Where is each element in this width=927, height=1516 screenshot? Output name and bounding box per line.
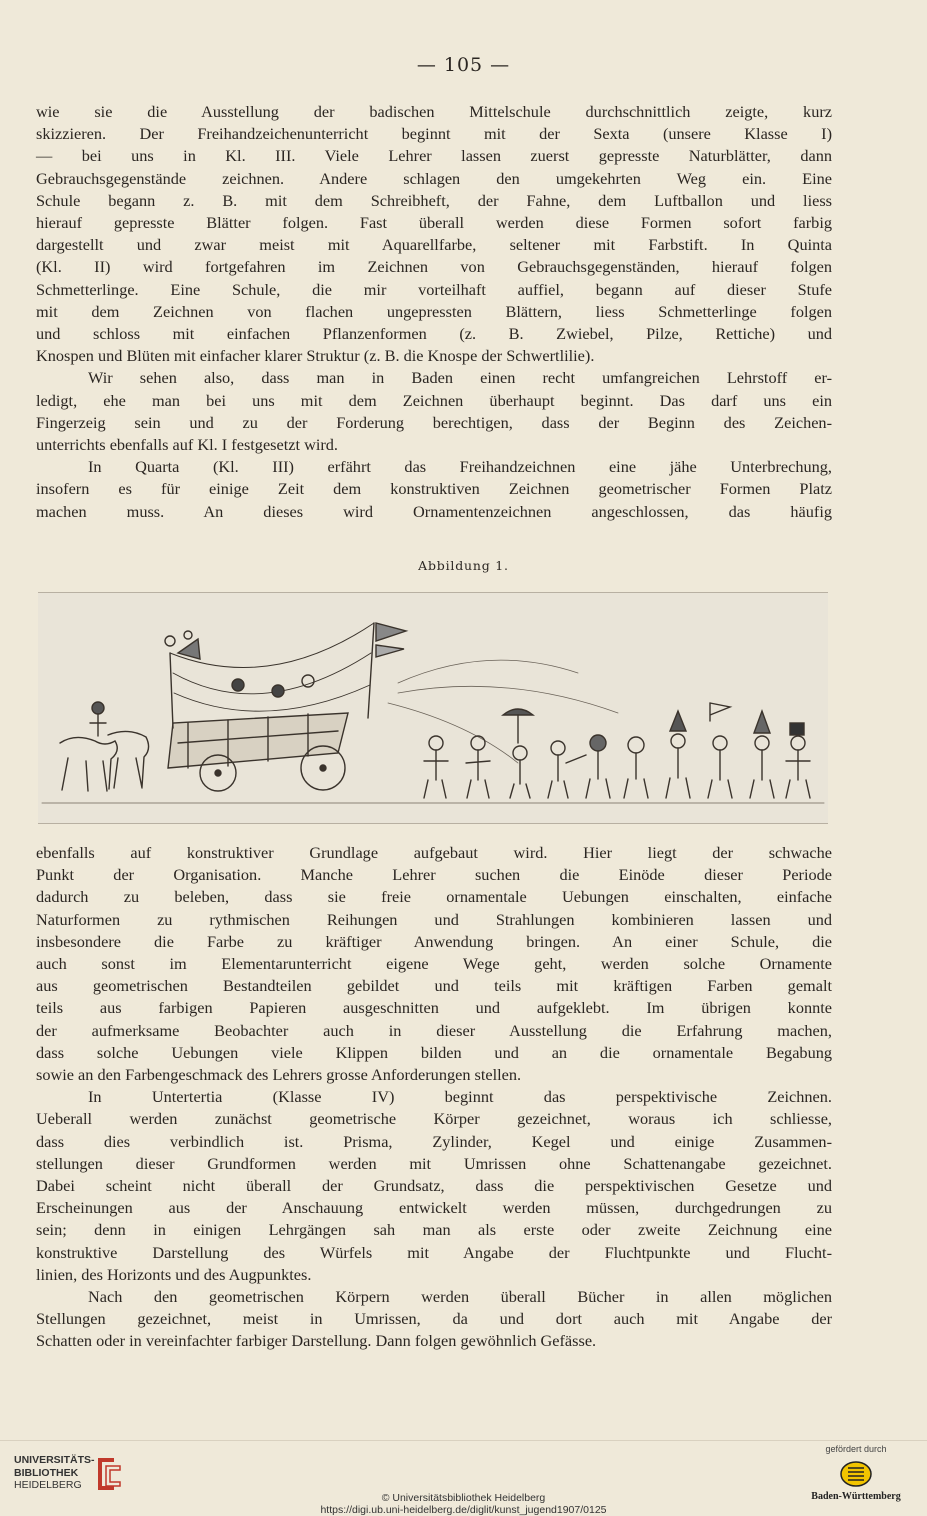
page-number: — 105 — xyxy=(416,54,511,76)
text-line: Stellungen gezeichnet, meist in Umrissen, da und dort auch mit Angabe der xyxy=(36,1309,832,1329)
footer-divider xyxy=(0,1440,927,1441)
text-line: und schloss mit einfachen Pflanzenformen (z. B. Zwiebel, Pilze, Rettiche) und xyxy=(36,324,832,344)
text-line: teils aus farbigen Papieren ausgeschnitten und aufgeklebt. Im übrigen konnte xyxy=(36,998,832,1018)
text-line: dass dies verbindlich ist. Prisma, Zylinder, Kegel und einige Zusammen- xyxy=(36,1131,832,1151)
text-line: der aufmerksame Beobachter auch in dieser Ausstellung die Erfahrung machen, xyxy=(36,1020,832,1040)
text-line: aus geometrischen Bestandteilen gebildet und teils mit kräftigen Farben gemalt xyxy=(36,976,832,996)
text-line: dass solche Uebungen viele Klippen bilden und an die ornamentale Begabung xyxy=(36,1042,832,1062)
text-line: ebenfalls auf konstruktiver Grundlage aufgebaut wird. Hier liegt der schwache xyxy=(36,843,832,862)
text-line: unterrichts ebenfalls auf Kl. I festgesetzt wird. xyxy=(36,435,338,455)
text-line: Fingerzeig sein und zu der Forderung berechtigen, dass der Beginn des Zeichen- xyxy=(36,412,832,432)
copyright-notice: © Universitätsbibliothek Heidelberg xyxy=(381,1492,546,1504)
text-line: dadurch zu beleben, dass sie freie ornamentale Uebungen einschalten, einfache xyxy=(36,887,832,907)
text-line: dargestellt und zwar meist mit Aquarellfarbe, seltener mit Farbstift. In Quinta xyxy=(36,235,832,255)
text-line: Schatten oder in vereinfachter farbiger Darstellung. Dann folgen gewöhnlich Gefässe. xyxy=(36,1331,597,1351)
figure-caption: Abbildung 1. xyxy=(418,558,509,573)
text-line: ledigt, ehe man bei uns mit dem Zeichnen überhaupt beginnt. Das darf uns ein xyxy=(36,390,832,410)
text-line: In Quarta (Kl. III) erfährt das Freihandzeichnen eine jähe Unterbrechung, xyxy=(88,457,832,477)
text-line: mit dem Zeichnen von flachen ungepressten Blättern, liess Schmetterlinge folgen xyxy=(36,301,832,321)
library-name-line1: UNIVERSITÄTS- xyxy=(14,1454,95,1466)
procession-drawing xyxy=(38,593,828,823)
state-crest-icon xyxy=(839,1460,873,1488)
text-line: wie sie die Ausstellung der badischen Mittelschule durchschnittlich zeigte, kurz xyxy=(36,102,832,121)
text-line: Schule begann z. B. mit dem Schreibheft, der Fahne, dem Luftballon und liess xyxy=(36,190,832,210)
text-block-top xyxy=(36,101,832,523)
text-line: (Kl. II) wird fortgefahren im Zeichnen von Gebrauchsgegenständen, hierauf folgen xyxy=(36,257,832,277)
library-logo-text[interactable] xyxy=(14,1454,95,1492)
text-line: Schmetterlinge. Eine Schule, die mir vorteilhaft auffiel, begann auf dieser Stufe xyxy=(36,279,832,299)
text-line: machen muss. An dieses wird Ornamentenzeichnen angeschlossen, das häufig xyxy=(36,501,832,521)
text-line: skizzieren. Der Freihandzeichenunterricht beginnt mit der Sexta (unsere Klasse I) xyxy=(36,124,832,144)
text-line: Erscheinungen aus der Anschauung entwickelt werden müssen, durchgedrungen zu xyxy=(36,1198,832,1218)
text-line: konstruktive Darstellung des Würfels mit Angabe der Fluchtpunkte und Flucht- xyxy=(36,1242,832,1262)
text-line: sowie an den Farbengeschmack des Lehrers grosse Anforderungen stellen. xyxy=(36,1065,522,1085)
funder-name: Baden-Württemberg xyxy=(811,1491,901,1502)
text-line: insofern es für einige Zeit dem konstruktiven Zeichnen geometrischer Formen Platz xyxy=(36,479,832,499)
text-line: Wir sehen also, dass man in Baden einen recht umfangreichen Lehrstoff er- xyxy=(88,368,832,388)
footer xyxy=(0,1440,927,1516)
text-line: Dabei scheint nicht überall der Grundsatz, dass die perspektivischen Gesetze und xyxy=(36,1176,832,1196)
text-line: Knospen und Blüten mit einfacher klarer Struktur (z. B. die Knospe der Schwertlilie). xyxy=(36,346,595,366)
figure-illustration xyxy=(38,592,828,824)
library-logo-icon[interactable] xyxy=(92,1454,126,1494)
library-name-line2: BIBLIOTHEK xyxy=(14,1466,79,1479)
text-line: Naturformen zu rythmischen Reihungen und Strahlungen kombinieren lassen und xyxy=(36,909,832,929)
text-block-bottom xyxy=(36,842,832,1353)
text-line: Gebrauchsgegenstände zeichnen. Andere schlagen den umgekehrten Weg ein. Eine xyxy=(36,168,832,188)
text-line: linien, des Horizonts und des Augpunktes. xyxy=(36,1264,312,1284)
library-name-line3: HEIDELBERG xyxy=(14,1479,82,1491)
text-line: Ueberall werden zunächst geometrische Körper gezeichnet, woraus ich schliesse, xyxy=(36,1109,832,1129)
funded-by-label: gefördert durch xyxy=(825,1444,887,1454)
text-line: Punkt der Organisation. Manche Lehrer suchen die Einöde dieser Periode xyxy=(36,865,832,885)
text-line: auch sonst im Elementarunterricht eigene Wege geht, werden solche Ornamente xyxy=(36,954,832,974)
text-line: Nach den geometrischen Körpern werden überall Bücher in allen möglichen xyxy=(88,1287,832,1307)
text-line: stellungen dieser Grundformen werden mit Umrissen ohne Schattenangabe gezeichnet. xyxy=(36,1153,832,1173)
text-line: In Untertertia (Klasse IV) beginnt das perspektivische Zeichnen. xyxy=(88,1087,832,1107)
text-line: insbesondere die Farbe zu kräftiger Anwendung bringen. An einer Schule, die xyxy=(36,931,832,951)
text-line: hierauf gepresste Blätter folgen. Fast überall werden diese Formen sofort farbig xyxy=(36,213,832,233)
text-line: — bei uns in Kl. III. Viele Lehrer lassen zuerst gepresste Naturblätter, dann xyxy=(36,146,832,166)
source-url-link[interactable]: https://digi.ub.uni-heidelberg.de/diglit/kunst_jugend1907/0125 xyxy=(320,1504,607,1516)
text-line: sein; denn in einigen Lehrgängen sah man als erste oder zweite Zeichnung eine xyxy=(36,1220,832,1240)
funding-credit xyxy=(801,1444,911,1502)
